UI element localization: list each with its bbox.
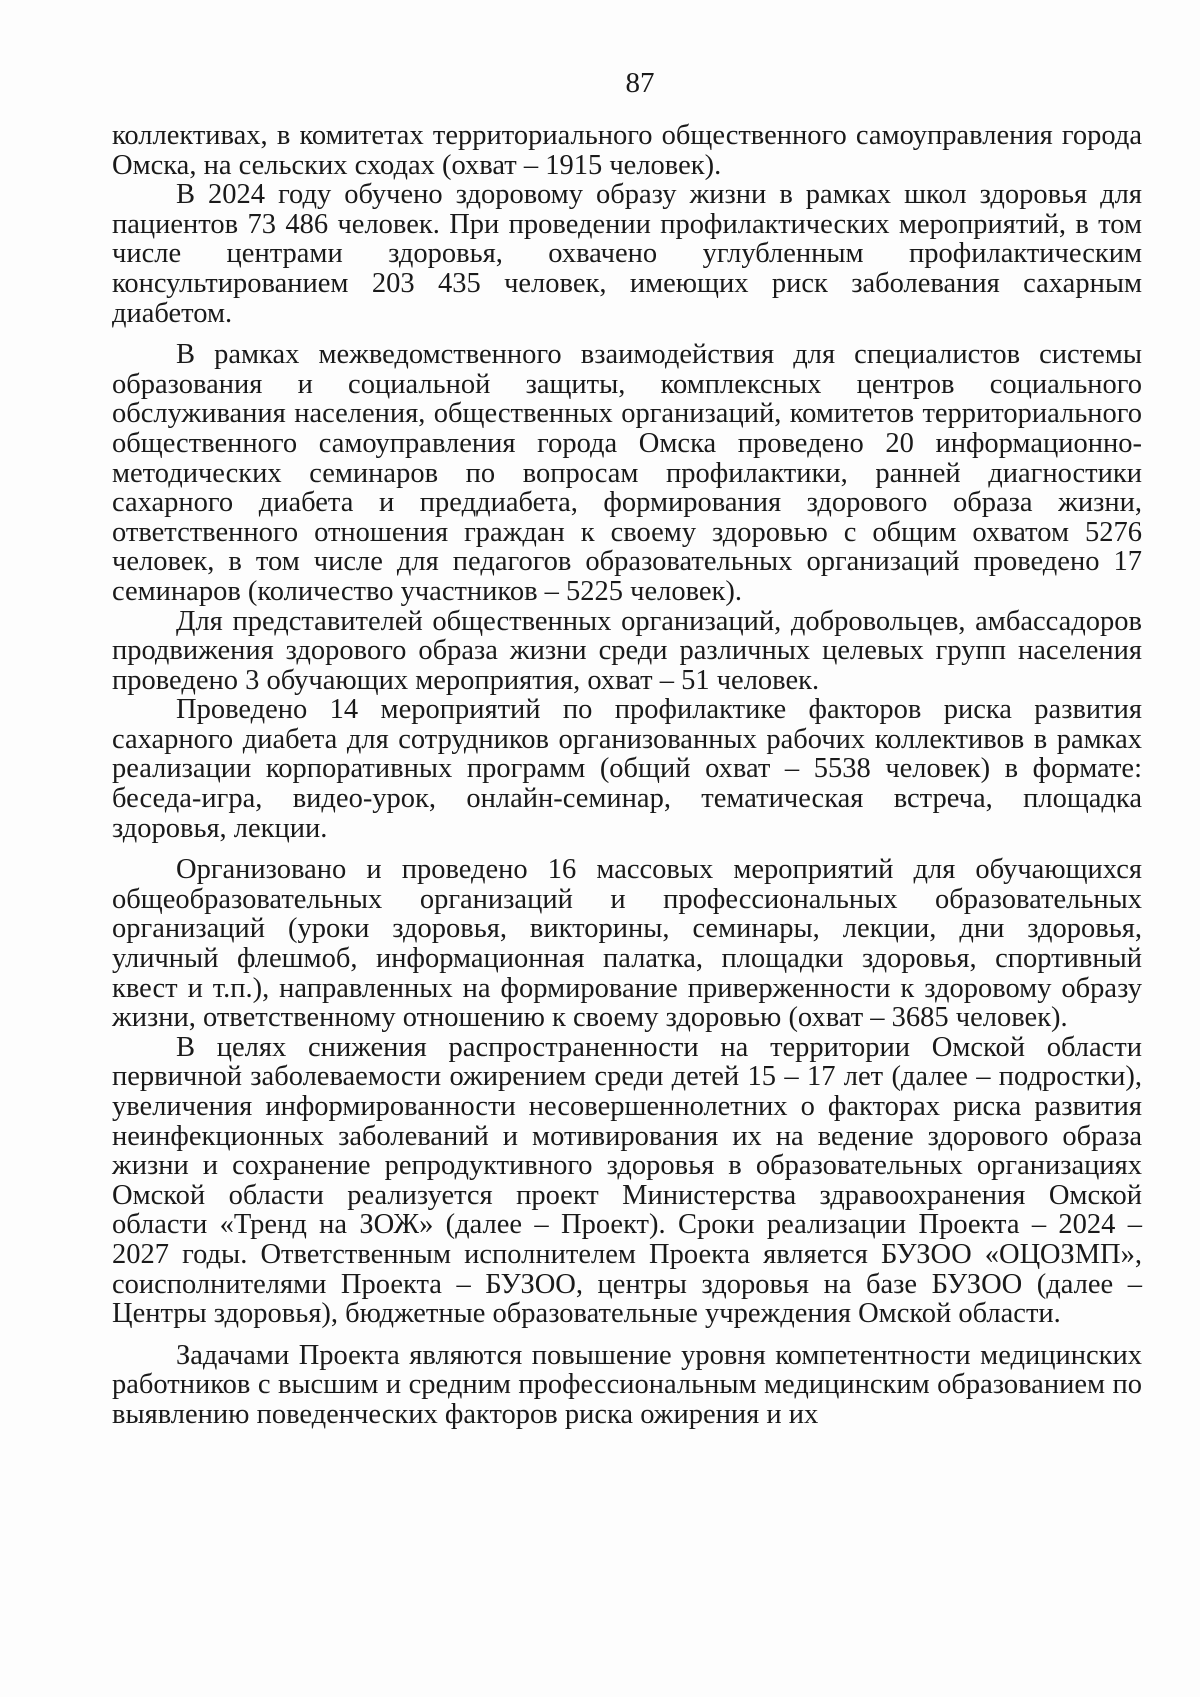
- paragraph-mass-events: Организовано и проведено 16 массовых мероприятий для обучающихся общеобразовательных организаций и профессиональных образовательных организаций (уроки здоровья, викторины, семинары, лекции, дни здоровья, уличный флешмоб, информационная палатка, площадки здоровья, спортивный квест и т.п.), направленных на формирование приверженности к здоровому образу жизни, ответственному отношению к своему здоровью (охват – 3685 человек).: [112, 854, 1142, 1034]
- paragraph-volunteers: Для представителей общественных организаций, добровольцев, амбассадоров продвижения здорового образа жизни среди различных целевых групп населения проведено 3 обучающих мероприятия, охват – 51 человек.: [112, 605, 1142, 696]
- page-number: 87: [625, 67, 655, 99]
- paragraph-interagency-seminars: В рамках межведомственного взаимодействия для специалистов системы образования и социальной защиты, комплексных центров социального обслуживания населения, общественных организаций, комитетов территориального общественного самоуправления города Омска проведено 20 информационно-методических семинаров по вопросам профилактики, ранней диагностики сахарного диабета и преддиабета, формирования здорового образа жизни, ответственного отношения граждан к своему здоровью с общим охватом 5276 человек, в том числе для педагогов образовательных организаций проведено 17 семинаров (количество участников – 5225 человек).: [112, 339, 1142, 607]
- paragraph-project-tasks: Задачами Проекта являются повышение уровня компетентности медицинских работников с высшим и средним профессиональным медицинским образованием по выявлению поведенческих факторов риска ожирения и их: [112, 1339, 1142, 1430]
- paragraph-continuation: коллективах, в комитетах территориального общественного самоуправления города Омска, на сельских сходах (охват – 1915 человек).: [112, 120, 1142, 181]
- paragraph-corporate-programs: Проведено 14 мероприятий по профилактике факторов риска развития сахарного диабета для сотрудников организованных рабочих коллективов в рамках реализации корпоративных программ (общий охват – 5538 человек) в формате: беседа-игра, видео-урок, онлайн-семинар, тематическая встреча, площадка здоровья, лекции.: [112, 694, 1142, 844]
- paragraph-trend-project: В целях снижения распространенности на территории Омской области первичной заболеваемости ожирением среди детей 15 – 17 лет (далее – подростки), увеличения информированности несовершеннолетних о факторах риска развития неинфекционных заболеваний и мотивирования их на ведение здорового образа жизни и сохранение репродуктивного здоровья в образовательных организациях Омской области реализуется проект Министерства здравоохранения Омской области «Тренд на ЗОЖ» (далее – Проект). Сроки реализации Проекта – 2024 – 2027 годы. Ответственным исполнителем Проекта является БУЗОО «ОЦОЗМП», соисполнителями Проекта – БУЗОО, центры здоровья на базе БУЗОО (далее – Центры здоровья), бюджетные образовательные учреждения Омской области.: [112, 1031, 1142, 1330]
- document-body: [112, 121, 1142, 1430]
- paragraph-health-schools: В 2024 году обучено здоровому образу жизни в рамках школ здоровья для пациентов 73 486 человек. При проведении профилактических мероприятий, в том числе центрами здоровья, охвачено углубленным профилактическим консультированием 203 435 человек, имеющих риск заболевания сахарным диабетом.: [112, 179, 1142, 329]
